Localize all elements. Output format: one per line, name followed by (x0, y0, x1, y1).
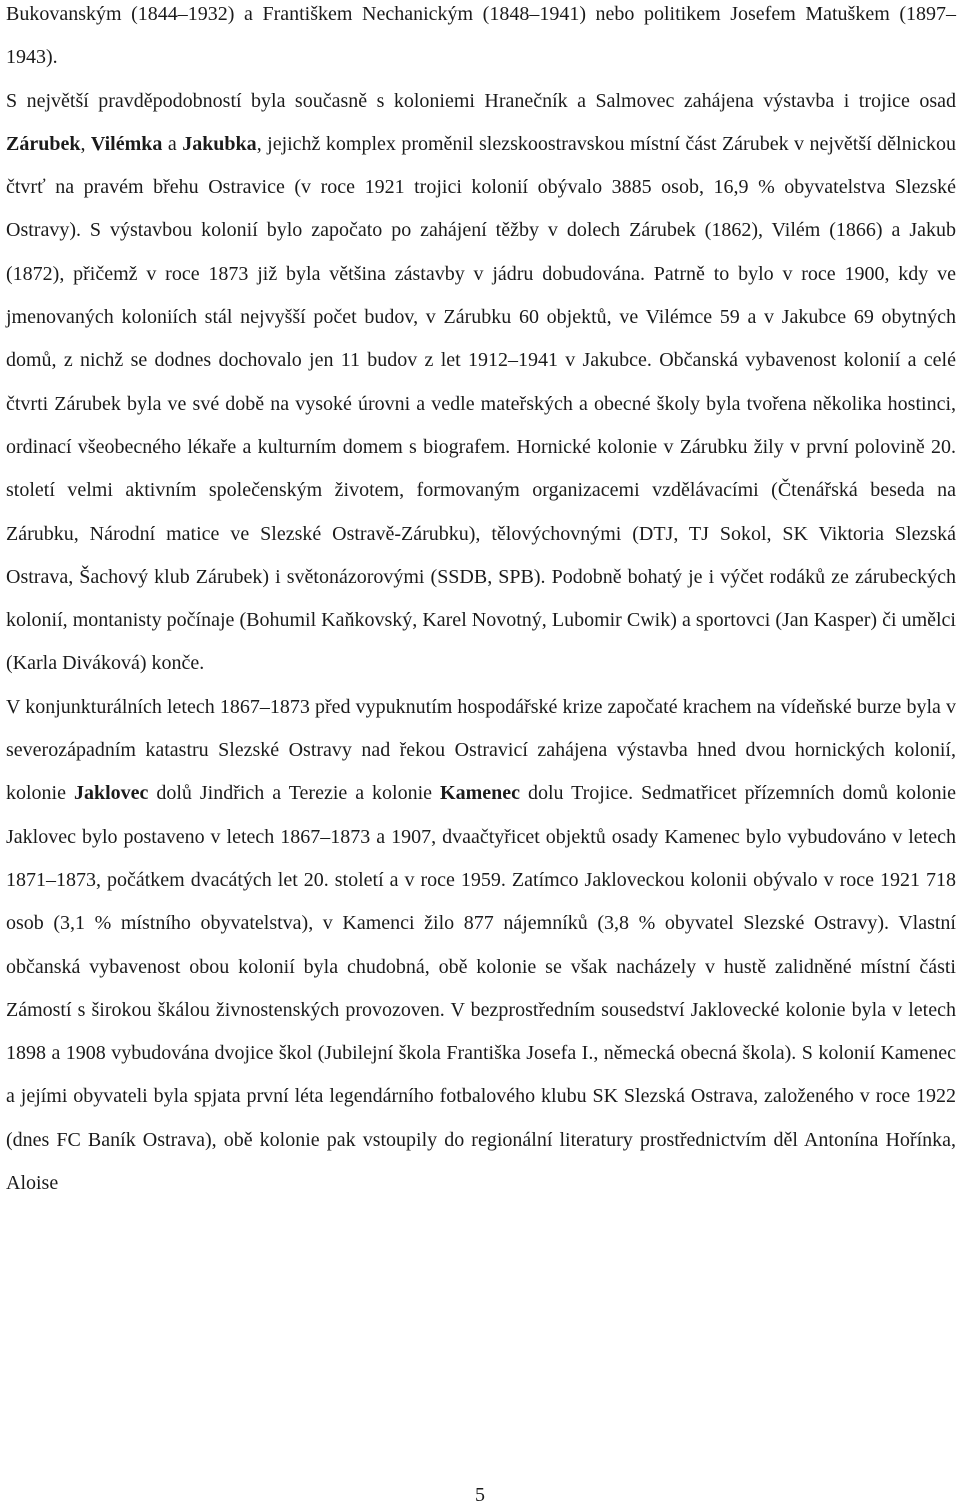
paragraph-2-text-4: , jejichž komplex proměnil slezskoostravskou místní část Zárubek v největší dělnickou čtvrť na pravém břehu Ostravice (v roce 1921 trojici kolonií obývalo 3885 osob, 16,9 % obyvatelstva Slezské Ostravy). S výstavbou kolonií bylo započato po zahájení těžby v dolech Zárubek (1862), Vilém (1866) a Jakub (1872), přičemž v roce 1873 již byla většina zástavby v jádru dobudována. Patrně to bylo v roce 1900, kdy ve jmenovaných koloniích stál nejvyšší počet budov, v Zárubku 60 objektů, ve Vilémce 59 a v Jakubce 69 obytných domů, z nichž se dodnes dochovalo jen 11 budov z let 1912–1941 v Jakubce. Občanská vybavenost kolonií a celé čtvrti Zárubek byla ve své době na vysoké úrovni a vedle mateřských a obecné školy byla tvořena několika hostinci, ordinací všeobecného lékaře a kulturním domem s biografem. Hornické kolonie v Zárubku žily v první polovině 20. století velmi aktivním společenským životem, formovaným organizacemi vzdělávacími (Čtenářská beseda na Zárubku, Národní matice ve Slezské Ostravě-Zárubku), tělovýchovnými (DTJ, TJ Sokol, SK Viktoria Slezská Ostrava, Šachový klub Zárubek) i světonázorovými (SSDB, SPB). Podobně bohatý je i výčet rodáků ze zárubeckých kolonií, montanisty počínaje (Bohumil Kaňkovský, Karel Novotný, Lubomir Cwik) a sportovci (Jan Kasper) či umělci (Karla Diváková) konče. (6, 132, 957, 675)
page-number: 5 (475, 1484, 485, 1506)
term-jakubka: Jakubka (182, 132, 257, 155)
term-vilemka: Vilémka (90, 132, 163, 155)
term-jaklovec: Jaklovec (73, 782, 149, 805)
paragraph-2-text-1: S největší pravděpodobností byla současně s koloniemi Hranečník a Salmovec zahájena výstavba i trojice osad (6, 89, 956, 112)
paragraph-1-text: Bukovanským (1844–1932) a Františkem Nechanickým (1848–1941) nebo politikem Josefem Matuškem (1897–1943). (6, 3, 956, 69)
paragraph-1 (6, 0, 956, 80)
paragraph-3-text-3: dolu Trojice. Sedmatřicet přízemních domů kolonie Jaklovec bylo postaveno v letech 1867–1873 a 1907, dvaačtyřicet objektů osady Kamenec bylo vybudováno v letech 1871–1873, počátkem dvacátých let 20. století a v roce 1959. Zatímco Jakloveckou kolonii obývalo v roce 1921 718 osob (3,1 % místního obyvatelstva), v Kamenci žilo 877 nájemníků (3,8 % obyvatel Slezské Ostravy). Vlastní občanská vybavenost obou kolonií byla chudobná, obě kolonie se však nacházely v hustě zalidněné místní části Zámostí s širokou škálou živnostenských provozoven. V bezprostředním sousedství Jaklovecké kolonie byla v letech 1898 a 1908 vybudována dvojice škol (Jubilejní škola Františka Josefa I., německá obecná škola). S kolonií Kamenec a jejími obyvateli byla spjata první léta legendárního fotbalového klubu SK Slezská Ostrava, založeného v roce 1922 (dnes FC Baník Ostrava), obě kolonie pak vstoupily do regionální literatury prostřednictvím děl Antonína Hořínka, Aloise (6, 782, 957, 1195)
paragraph-2-text-2: , (80, 132, 91, 155)
body-text (6, 0, 956, 1205)
paragraph-2-text-3: a (162, 132, 183, 155)
paragraph-2 (6, 80, 956, 686)
paragraph-3-text-2: dolů Jindřich a Terezie a kolonie (148, 782, 441, 805)
term-zarubek: Zárubek (6, 132, 81, 155)
term-kamenec: Kamenec (440, 782, 520, 805)
paragraph-3 (6, 686, 956, 1206)
paragraph-3-text-1: V konjunkturálních letech 1867–1873 před vypuknutím hospodářské krize započaté krachem na vídeňské burze byla v severozápadním katastru Slezské Ostravy nad řekou Ostravicí zahájena výstavba hned dvou hornických kolonií, kolonie (6, 695, 956, 805)
